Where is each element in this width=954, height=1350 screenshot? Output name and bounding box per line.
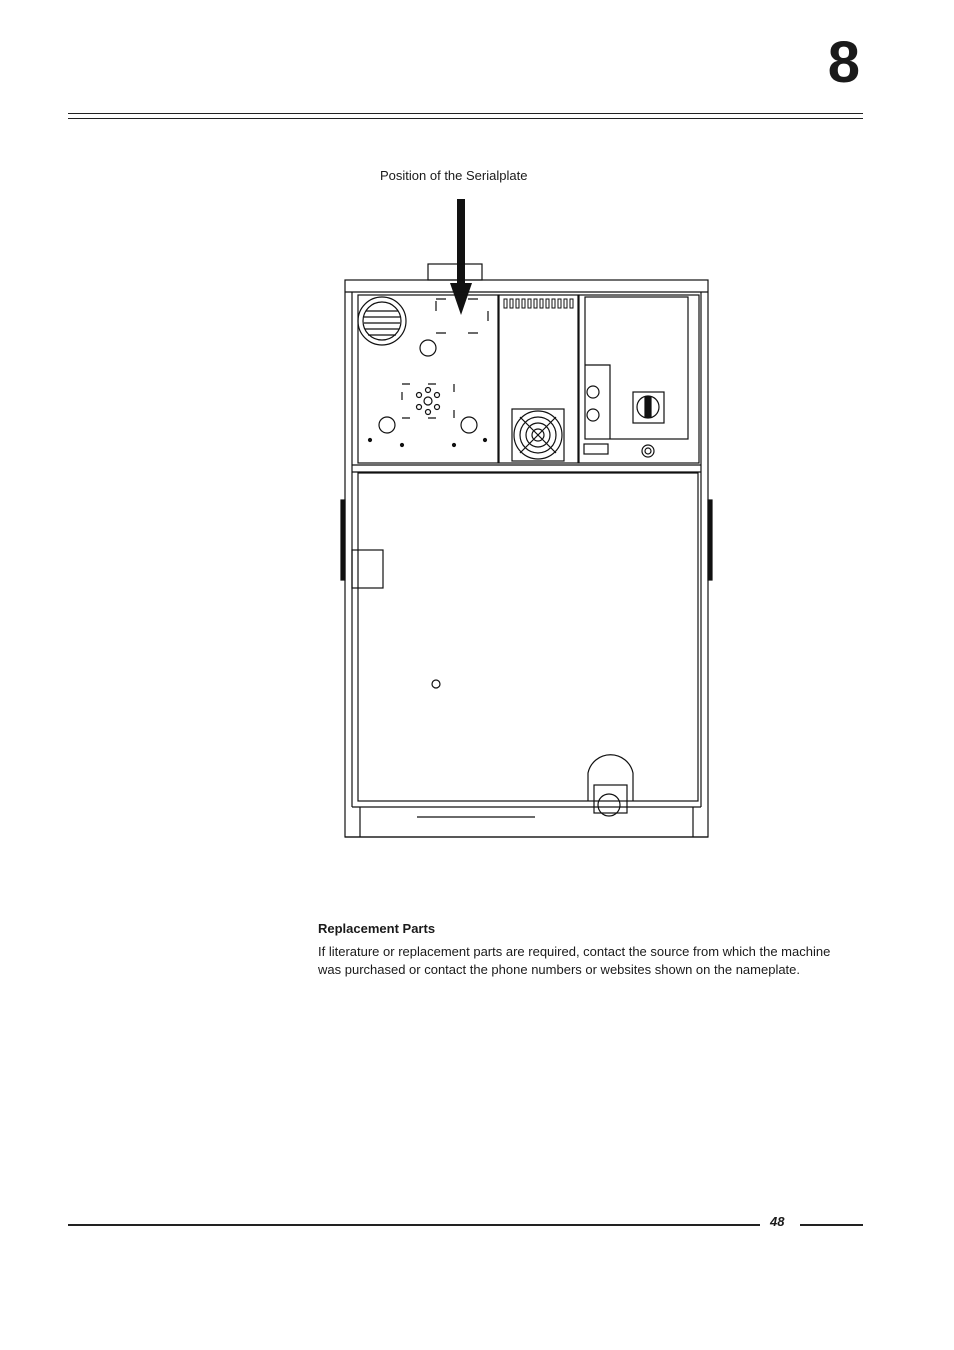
footer-rule	[68, 1224, 760, 1226]
header-rule-secondary	[68, 118, 863, 119]
machine-rear-view-diagram	[330, 195, 730, 845]
down-arrow-icon	[450, 199, 472, 315]
page-number: 48	[770, 1214, 785, 1229]
header-rule	[68, 113, 863, 114]
rotary-switch-icon	[633, 392, 664, 423]
vent-grille-icon	[358, 297, 406, 345]
section-body: If literature or replacement parts are required, contact the source from which the machine was purchased or contact the phone numbers or websites shown on the nameplate.	[318, 944, 831, 977]
section-title: Replacement Parts	[318, 921, 436, 936]
fan-grille-icon	[512, 409, 564, 461]
chapter-number: 8	[827, 30, 860, 95]
footer-rule-end	[800, 1224, 863, 1226]
figure-caption: Position of the Serialplate	[380, 168, 528, 183]
